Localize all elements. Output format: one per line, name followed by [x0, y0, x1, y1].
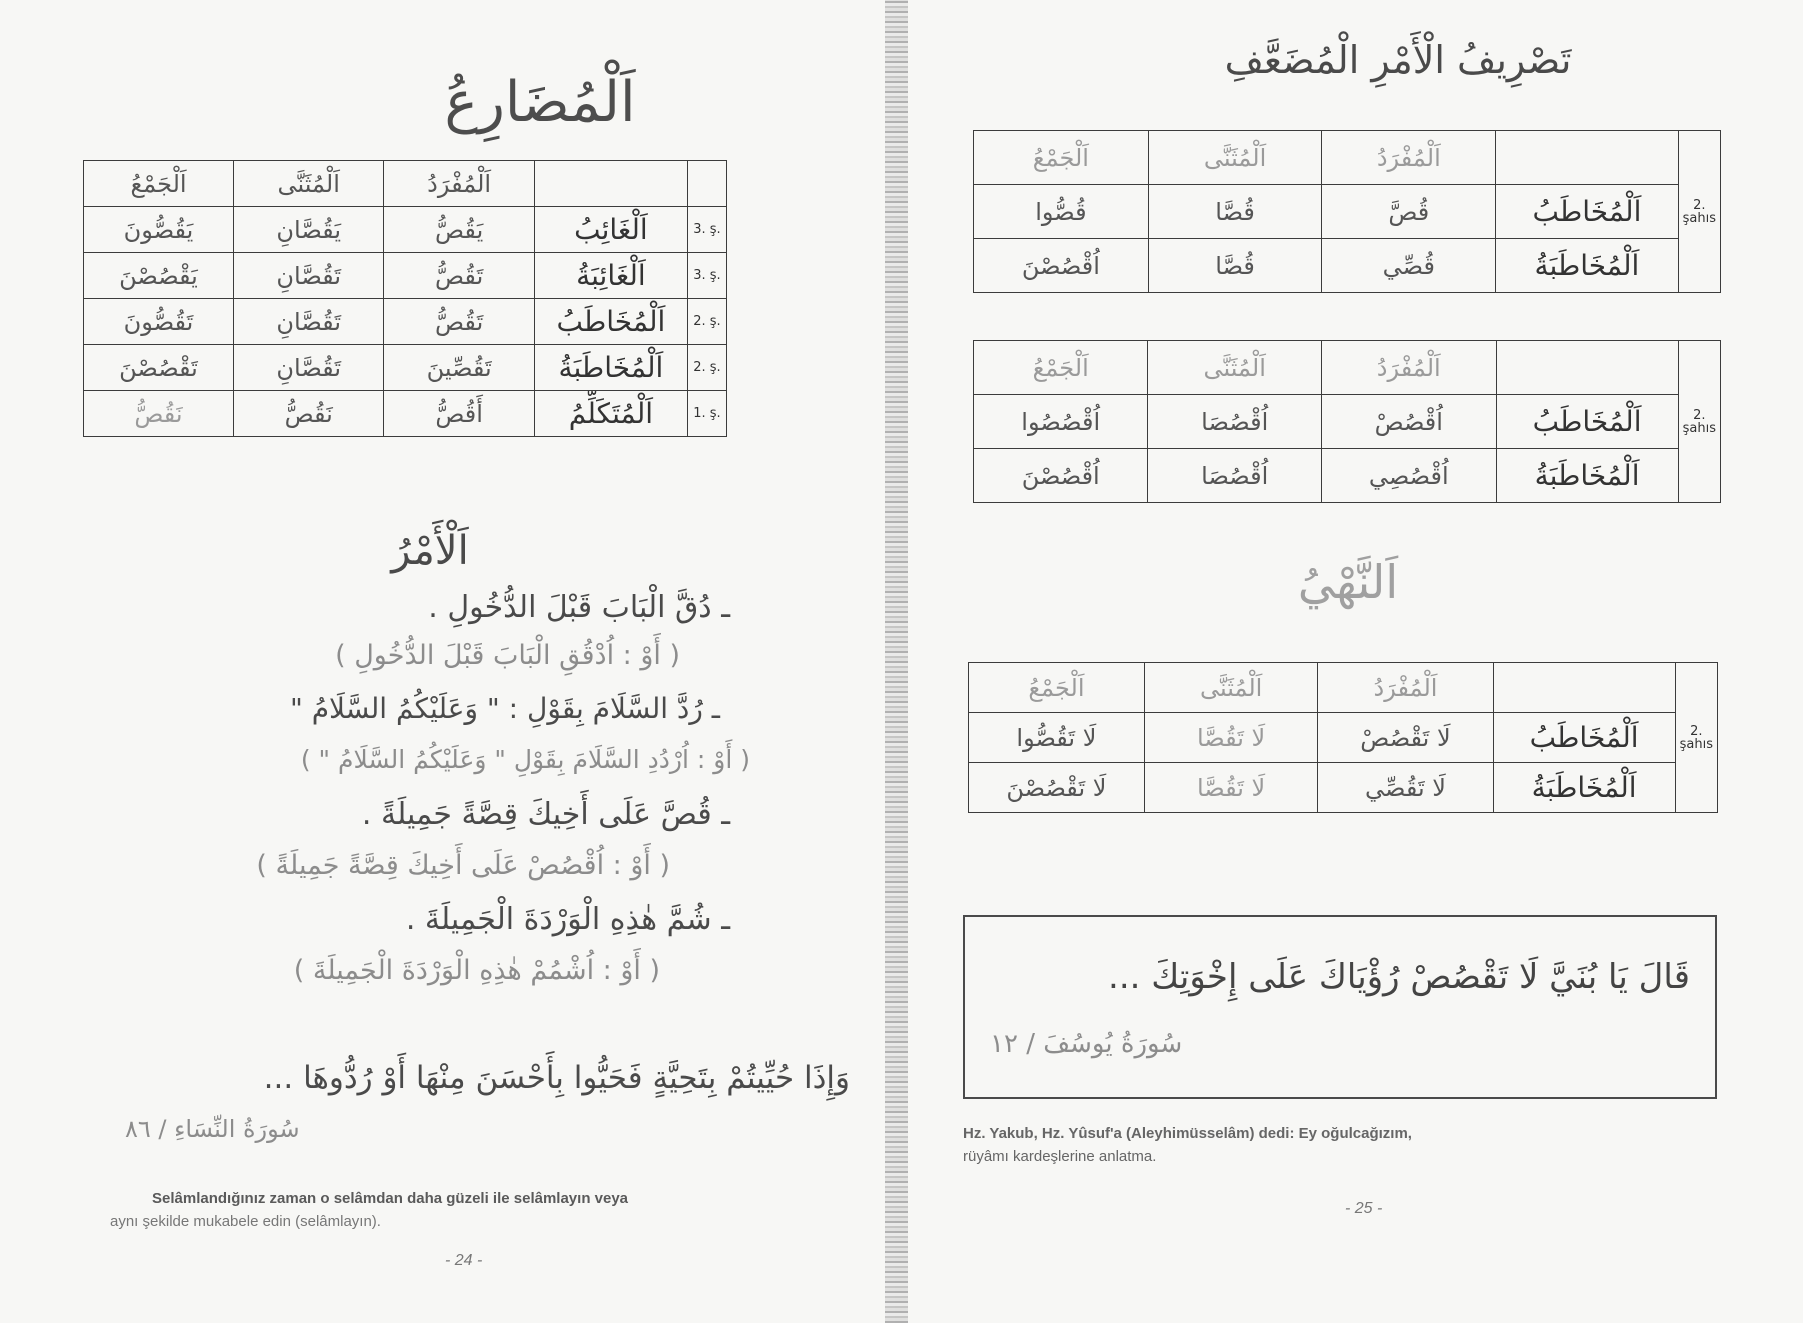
nahy-table — [968, 662, 1718, 813]
amr-line-5: ـ قُصَّ عَلَى أَخِيكَ قِصَّةً جَمِيلَةً . — [361, 797, 730, 832]
header-jam: اَلْجَمْعُ — [974, 341, 1148, 395]
cell-jam: قُصُّوا — [974, 185, 1149, 239]
cell-mufrad: اُقْصُصْ — [1322, 395, 1496, 449]
cell-person: اَلْمُخَاطَبَةُ — [1493, 763, 1675, 813]
table-row — [84, 391, 727, 437]
verse-yusuf: قَالَ يَا بُنَيَّ لَا تَقْصُصْ رُؤْيَاكَ عَلَى إِخْوَتِكَ ... — [1108, 957, 1690, 997]
left-page — [0, 0, 895, 1323]
cell-muthanna: تَقُصَّانِ — [234, 299, 384, 345]
amr-line-3: ـ رُدَّ السَّلَامَ بِقَوْلِ : " وَعَلَيْكُمُ السَّلَامُ " — [289, 692, 720, 725]
cell-code: 2. ş. — [687, 345, 726, 391]
right-title: تَصْرِيفُ الْأَمْرِ الْمُضَعَّفِ — [1224, 38, 1572, 82]
table-row — [969, 763, 1718, 813]
cell-mufrad: تَقُصِّينَ — [384, 345, 534, 391]
header-empty — [1496, 341, 1678, 395]
verse-box — [963, 915, 1717, 1099]
cell-mufrad: أَقُصُّ — [384, 391, 534, 437]
cell-mufrad: يَقُصُّ — [384, 207, 534, 253]
cell-code: 1. ş. — [687, 391, 726, 437]
cell-jam: لَا تَقْصُصْنَ — [969, 763, 1145, 813]
amr-table-2 — [973, 340, 1721, 503]
cell-code: 3. ş. — [687, 253, 726, 299]
translation-line-1: Selâmlandığınız zaman o selâmdan daha güzeli ile selâmlayın veya — [152, 1190, 629, 1207]
table-row — [974, 449, 1721, 503]
cell-person: اَلْمُخَاطَبَةُ — [534, 345, 687, 391]
cell-person: اَلْمُخَاطَبُ — [534, 299, 687, 345]
verse-nisa: وَإِذَا حُيِّيتُمْ بِتَحِيَّةٍ فَحَيُّوا بِأَحْسَنَ مِنْهَا أَوْ رُدُّوهَا ... — [263, 1060, 850, 1096]
cell-jam: نَقُصُّ — [84, 391, 234, 437]
code-cell: 2. şahıs — [1678, 131, 1720, 293]
translation-line-2: aynı şekilde mukabele edin (selâmlayın). — [110, 1213, 381, 1230]
cell-person: اَلْمُخَاطَبُ — [1496, 395, 1678, 449]
cell-mufrad: قُصَّ — [1322, 185, 1496, 239]
nahy-heading: اَلنَّهْيُ — [1297, 555, 1399, 609]
cell-mufrad: اُقْصُصِي — [1322, 449, 1496, 503]
cell-muthanna: لَا تَقُصَّا — [1144, 713, 1318, 763]
cell-jam: اُقْصُصْنَ — [974, 449, 1148, 503]
amr-line-1: ـ دُقَّ الْبَابَ قَبْلَ الدُّخُولِ . — [428, 590, 730, 625]
cell-jam: تَقُصُّونَ — [84, 299, 234, 345]
header-code-empty — [687, 161, 726, 207]
header-empty — [1493, 663, 1675, 713]
cell-person: اَلْمُخَاطَبَةُ — [1496, 449, 1678, 503]
cell-person: اَلْغَائِبَةُ — [534, 253, 687, 299]
cell-mufrad: لَا تَقُصِّي — [1318, 763, 1493, 813]
cell-muthanna: نَقُصُّ — [234, 391, 384, 437]
code-cell: 2. şahıs — [1675, 663, 1717, 813]
header-muthanna: اَلْمُثَنَّى — [1148, 341, 1322, 395]
cell-mufrad: لَا تَقْصُصْ — [1318, 713, 1493, 763]
table-row — [974, 395, 1721, 449]
left-title: اَلْمُضَارِعُ — [444, 70, 636, 135]
cell-jam: لَا تَقُصُّوا — [969, 713, 1145, 763]
cell-person: اَلْمُخَاطَبَةُ — [1496, 239, 1678, 293]
verse-nisa-reference: سُورَةُ النِّسَاءِ / ٨٦ — [125, 1115, 300, 1143]
verse-yusuf-reference: سُورَةُ يُوسُفَ / ١٢ — [990, 1029, 1183, 1059]
table-row — [84, 299, 727, 345]
cell-muthanna: لَا تَقُصَّا — [1144, 763, 1318, 813]
table-row — [84, 253, 727, 299]
cell-jam: اُقْصُصْنَ — [974, 239, 1149, 293]
cell-muthanna: يَقُصَّانِ — [234, 207, 384, 253]
cell-muthanna: تَقُصَّانِ — [234, 253, 384, 299]
code-cell: 2. şahıs — [1678, 341, 1720, 503]
cell-mufrad: قُصِّي — [1322, 239, 1496, 293]
header-mufrad: اَلْمُفْرَدُ — [384, 161, 534, 207]
translation-line-2: rüyâmı kardeşlerine anlatma. — [963, 1148, 1157, 1165]
amr-line-2: ( أَوْ : اُدْقُقِ الْبَابَ قَبْلَ الدُّخُولِ ) — [335, 640, 680, 671]
cell-muthanna: قُصَّا — [1148, 185, 1322, 239]
mudari-table — [83, 160, 727, 437]
header-empty — [534, 161, 687, 207]
table-row — [84, 207, 727, 253]
amr-line-6: ( أَوْ : اُقْصُصْ عَلَى أَخِيكَ قِصَّةً جَمِيلَةً ) — [256, 850, 670, 881]
header-mufrad: اَلْمُفْرَدُ — [1322, 131, 1496, 185]
header-mufrad: اَلْمُفْرَدُ — [1322, 341, 1496, 395]
table-row — [974, 239, 1721, 293]
cell-jam: يَقْصُصْنَ — [84, 253, 234, 299]
header-jam: اَلْجَمْعُ — [84, 161, 234, 207]
cell-muthanna: اُقْصُصَا — [1148, 395, 1322, 449]
header-muthanna: اَلْمُثَنَّى — [1144, 663, 1318, 713]
cell-jam: يَقُصُّونَ — [84, 207, 234, 253]
cell-muthanna: تَقُصَّانِ — [234, 345, 384, 391]
header-jam: اَلْجَمْعُ — [969, 663, 1145, 713]
cell-mufrad: تَقُصُّ — [384, 299, 534, 345]
cell-muthanna: اُقْصُصَا — [1148, 449, 1322, 503]
amr-line-4: ( أَوْ : اُرْدُدِ السَّلَامَ بِقَوْلِ " وَعَلَيْكُمُ السَّلَامُ " ) — [300, 745, 750, 774]
page-number: - 25 - — [1345, 1200, 1383, 1217]
header-empty — [1496, 131, 1678, 185]
cell-mufrad: تَقُصُّ — [384, 253, 534, 299]
cell-jam: اُقْصُصُوا — [974, 395, 1148, 449]
header-muthanna: اَلْمُثَنَّى — [1148, 131, 1322, 185]
cell-person: اَلْمُخَاطَبُ — [1493, 713, 1675, 763]
header-jam: اَلْجَمْعُ — [974, 131, 1149, 185]
translation-line-1: Hz. Yakub, Hz. Yûsuf'a (Aleyhimüsselâm) dedi: Ey oğulcağızım, — [963, 1125, 1412, 1142]
cell-muthanna: قُصَّا — [1148, 239, 1322, 293]
amr-heading: اَلْأَمْرُ — [391, 528, 469, 574]
cell-person: اَلْمُتَكَلِّمُ — [534, 391, 687, 437]
cell-person: اَلْغَائِبُ — [534, 207, 687, 253]
cell-person: اَلْمُخَاطَبُ — [1496, 185, 1678, 239]
cell-jam: تَقْصُصْنَ — [84, 345, 234, 391]
cell-code: 2. ş. — [687, 299, 726, 345]
table-row — [969, 713, 1718, 763]
table-row — [84, 345, 727, 391]
table-row — [974, 185, 1721, 239]
amr-table-1 — [973, 130, 1721, 293]
header-muthanna: اَلْمُثَنَّى — [234, 161, 384, 207]
page-number: - 24 - — [445, 1252, 483, 1269]
header-mufrad: اَلْمُفْرَدُ — [1318, 663, 1493, 713]
amr-line-8: ( أَوْ : اُشْمُمْ هٰذِهِ الْوَرْدَةَ الْجَمِيلَةَ ) — [293, 955, 660, 986]
cell-code: 3. ş. — [687, 207, 726, 253]
amr-line-7: ـ شُمَّ هٰذِهِ الْوَرْدَةَ الْجَمِيلَةَ . — [405, 902, 730, 937]
right-page — [908, 0, 1803, 1323]
